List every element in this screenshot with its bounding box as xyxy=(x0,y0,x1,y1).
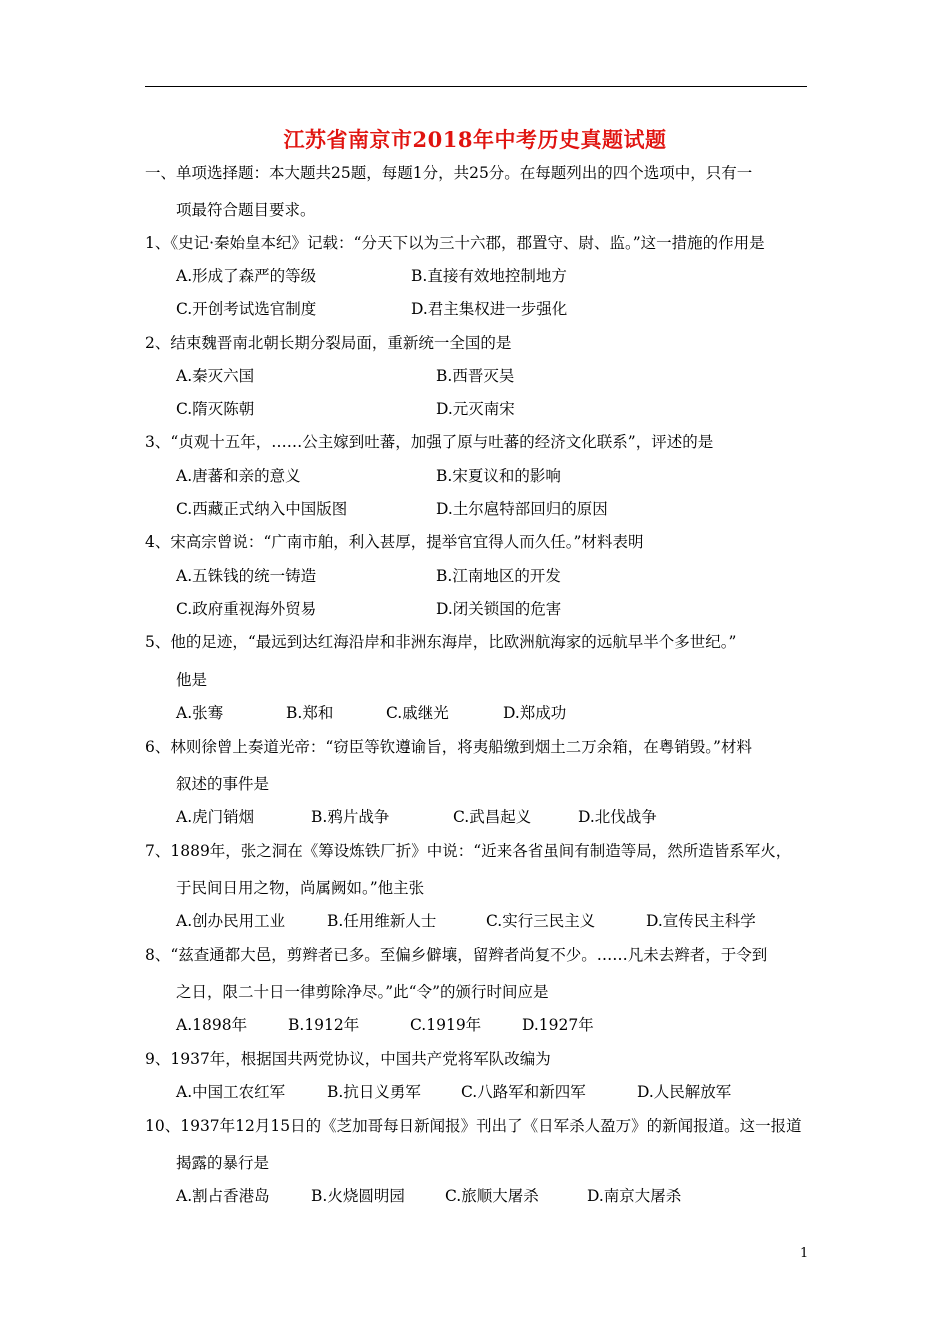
question-3-stem: 3、“贞观十五年，……公主嫁到吐蕃，加强了原与吐蕃的经济文化联系”，评述的是 xyxy=(145,433,714,451)
question-6-option-a: A.虎门销烟 xyxy=(176,808,255,826)
question-6-option-c: C.武昌起义 xyxy=(453,808,532,826)
question-7-stem-line-1: 7、1889年，张之洞在《筹设炼铁厂折》中说：“近来各省虽间有制造等局，然所造皆系军火， xyxy=(145,842,792,860)
question-2-option-a: A.秦灭六国 xyxy=(176,367,255,385)
question-8-option-a: A.1898年 xyxy=(176,1016,248,1034)
question-1-option-c: C.开创考试选官制度 xyxy=(176,300,317,318)
page-number: 1 xyxy=(800,1246,809,1261)
question-9-option-b: B.抗日义勇军 xyxy=(327,1083,421,1101)
question-8-stem-line-1: 8、“兹查通都大邑，剪辫者已多。至偏乡僻壤，留辫者尚复不少。……凡未去辫者，于令到 xyxy=(145,946,768,964)
question-3-option-a: A.唐蕃和亲的意义 xyxy=(176,467,301,485)
question-7-option-c: C.实行三民主义 xyxy=(486,912,596,930)
question-1-option-d: D.君主集权进一步强化 xyxy=(411,300,568,318)
question-1-option-b: B.直接有效地控制地方 xyxy=(411,267,567,285)
question-7-option-a: A.创办民用工业 xyxy=(176,912,286,930)
question-9-stem: 9、1937年，根据国共两党协议，中国共产党将军队改编为 xyxy=(145,1050,551,1068)
question-2-stem: 2、结束魏晋南北朝长期分裂局面，重新统一全国的是 xyxy=(145,334,512,352)
question-6-stem-line-1: 6、林则徐曾上奏道光帝：“窃臣等钦遵谕旨，将夷船缴到烟土二万余箱，在粤销毁。”材料 xyxy=(145,738,752,756)
question-10-option-c: C.旅顺大屠杀 xyxy=(445,1187,539,1205)
question-1-option-a: A.形成了森严的等级 xyxy=(176,267,317,285)
question-7-option-b: B.任用维新人士 xyxy=(327,912,437,930)
question-9-option-c: C.八路军和新四军 xyxy=(461,1083,586,1101)
question-8-option-d: D.1927年 xyxy=(522,1016,594,1034)
question-6-stem-line-2: 叙述的事件是 xyxy=(176,775,270,793)
question-6-option-b: B.鸦片战争 xyxy=(311,808,390,826)
page-title: 江苏省南京市2018年中考历史真题试题 xyxy=(283,127,667,152)
question-4-option-b: B.江南地区的开发 xyxy=(436,567,561,585)
question-10-option-d: D.南京大屠杀 xyxy=(587,1187,682,1205)
question-5-option-b: B.郑和 xyxy=(286,704,334,722)
question-4-option-c: C.政府重视海外贸易 xyxy=(176,600,317,618)
question-5-option-a: A.张骞 xyxy=(176,704,224,722)
section-instructions-line-1: 一、单项选择题：本大题共25题，每题1分，共25分。在每题列出的四个选项中，只有一 xyxy=(145,164,753,182)
question-6-option-d: D.北伐战争 xyxy=(578,808,657,826)
question-9-option-a: A.中国工农红军 xyxy=(176,1083,286,1101)
question-1-stem: 1、《史记·秦始皇本纪》记载：“分天下以为三十六郡，郡置守、尉、监。”这一措施的作用是 xyxy=(145,234,765,252)
question-10-stem-line-2: 揭露的暴行是 xyxy=(176,1154,270,1172)
question-2-option-b: B.西晋灭吴 xyxy=(436,367,515,385)
question-5-option-d: D.郑成功 xyxy=(503,704,567,722)
section-instructions-line-2: 项最符合题目要求。 xyxy=(176,201,316,219)
question-9-option-d: D.人民解放军 xyxy=(637,1083,732,1101)
header-rule xyxy=(145,86,807,87)
question-10-option-b: B.火烧圆明园 xyxy=(311,1187,405,1205)
question-4-option-a: A.五铢钱的统一铸造 xyxy=(176,567,317,585)
question-3-option-c: C.西藏正式纳入中国版图 xyxy=(176,500,348,518)
question-10-stem-line-1: 10、1937年12月15日的《芝加哥每日新闻报》刊出了《日军杀人盈万》的新闻报道。这一报道 xyxy=(145,1117,802,1135)
question-8-option-c: C.1919年 xyxy=(410,1016,482,1034)
question-3-option-d: D.土尔扈特部回归的原因 xyxy=(436,500,608,518)
question-5-stem-line-2: 他是 xyxy=(176,671,208,689)
question-7-option-d: D.宣传民主科学 xyxy=(646,912,756,930)
question-10-option-a: A.割占香港岛 xyxy=(176,1187,270,1205)
question-4-option-d: D.闭关锁国的危害 xyxy=(436,600,562,618)
question-2-option-d: D.元灭南宋 xyxy=(436,400,515,418)
question-8-stem-line-2: 之日，限二十日一律剪除净尽。”此“令”的颁行时间应是 xyxy=(176,983,549,1001)
question-3-option-b: B.宋夏议和的影响 xyxy=(436,467,561,485)
question-5-stem-line-1: 5、他的足迹，“最远到达红海沿岸和非洲东海岸，比欧洲航海家的远航早半个多世纪。” xyxy=(145,633,737,651)
question-4-stem: 4、宋高宗曾说：“广南市舶，利入甚厚，提举官宜得人而久任。”材料表明 xyxy=(145,533,644,551)
question-5-option-c: C.戚继光 xyxy=(386,704,449,722)
question-8-option-b: B.1912年 xyxy=(288,1016,360,1034)
question-7-stem-line-2: 于民间日用之物，尚属阙如。”他主张 xyxy=(176,879,425,897)
question-2-option-c: C.隋灭陈朝 xyxy=(176,400,255,418)
